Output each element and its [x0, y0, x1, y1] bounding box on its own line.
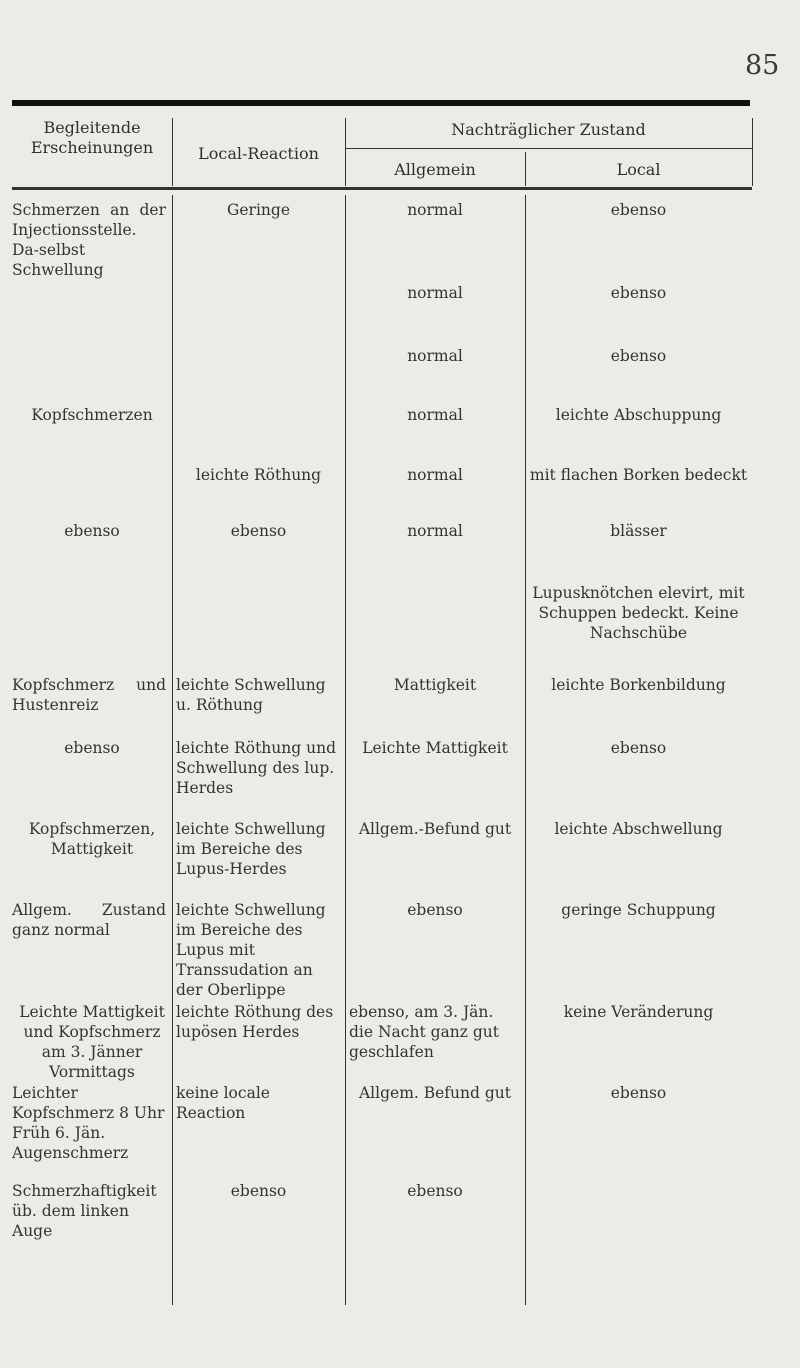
cell-local: geringe Schuppung — [561, 901, 716, 919]
cell-allgemein: normal — [407, 347, 463, 365]
top-rule — [12, 100, 750, 106]
cell-allgemein: normal — [407, 284, 463, 302]
cell-local: leichte Abschuppung — [555, 406, 722, 424]
cell-local: Lupusknötchen elevirt, mit Schuppen bedeckt. Keine Nachschübe — [532, 584, 745, 642]
cell-local: mit flachen Borken bedeckt — [529, 466, 748, 484]
cell-local: ebenso — [610, 739, 667, 757]
cell-local: leichte Abschwellung — [554, 820, 723, 838]
cell-allgemein: normal — [407, 466, 463, 484]
cell-allgemein: normal — [407, 522, 463, 540]
cell-reaction: leichte Schwellung im Bereiche des Lupus-Herdes — [176, 820, 326, 878]
cell-local: ebenso — [610, 1084, 667, 1102]
cell-begleit: Schmerzhaftigkeit üb. dem linken Auge — [12, 1182, 157, 1240]
header-allgemein: Allgemein — [394, 160, 476, 179]
cell-begleit: ebenso — [64, 522, 120, 540]
cell-local: ebenso — [610, 284, 667, 302]
cell-local: ebenso — [610, 201, 667, 219]
cell-reaction: leichte Röthung — [195, 466, 322, 484]
cell-allgemein: Allgem.-Befund gut — [358, 820, 512, 838]
header-begleitende: Begleitende Erscheinungen — [30, 118, 154, 157]
cell-reaction: leichte Röthung und Schwellung des lup. Herdes — [176, 739, 336, 797]
header-bottom-rule — [12, 187, 752, 190]
header-local: Local — [616, 160, 661, 179]
header-divider — [752, 118, 753, 186]
cell-local: blässer — [610, 522, 667, 540]
cell-allgemein: normal — [407, 406, 463, 424]
header-local-reaction: Local-Reaction — [198, 144, 319, 163]
cell-allgemein: normal — [407, 201, 463, 219]
cell-reaction: Geringe — [227, 201, 290, 219]
cell-reaction: ebenso — [230, 522, 287, 540]
cell-allgemein: ebenso, am 3. Jän. die Nacht ganz gut geschlafen — [349, 1003, 499, 1061]
cell-begleit: Schmerzen an der Injectionsstelle. Da-selbst Schwellung — [12, 201, 166, 279]
cell-local: leichte Borkenbildung — [551, 676, 726, 694]
cell-begleit: Kopfschmerz und Hustenreiz — [12, 676, 166, 714]
cell-begleit: Kopfschmerzen — [31, 406, 153, 424]
header-nachtraeglicher-zustand: Nachträglicher Zustand — [451, 120, 646, 139]
cell-allgemein: Allgem. Befund gut — [358, 1084, 511, 1102]
cell-allgemein: ebenso — [407, 901, 463, 919]
cell-local: keine Veränderung — [563, 1003, 714, 1021]
cell-reaction: leichte Röthung des lupösen Herdes — [176, 1003, 334, 1041]
header-sub-rule — [345, 148, 752, 149]
cell-reaction: leichte Schwellung im Bereiche des Lupus mit Transsudation an der Oberlippe — [176, 901, 326, 999]
cell-begleit: Allgem. Zustand ganz normal — [12, 901, 166, 939]
cell-allgemein: Leichte Mattigkeit — [362, 739, 508, 757]
cell-local: ebenso — [610, 347, 667, 365]
column-divider — [172, 195, 173, 1305]
cell-reaction: ebenso — [230, 1182, 287, 1200]
cell-allgemein: ebenso — [407, 1182, 463, 1200]
cell-begleit: Kopfschmerzen, Mattigkeit — [28, 820, 156, 858]
cell-begleit: Leichte Mattigkeit und Kopfschmerz am 3. Jänner Vormittags — [19, 1003, 165, 1081]
cell-reaction: leichte Schwellung u. Röthung — [176, 676, 326, 714]
cell-begleit: Leichter Kopfschmerz 8 Uhr Früh 6. Jän. Augenschmerz — [12, 1084, 165, 1162]
page-number: 85 — [745, 50, 780, 81]
cell-reaction: keine locale Reaction — [176, 1084, 270, 1122]
cell-allgemein: Mattigkeit — [393, 676, 477, 694]
cell-begleit: ebenso — [64, 739, 120, 757]
